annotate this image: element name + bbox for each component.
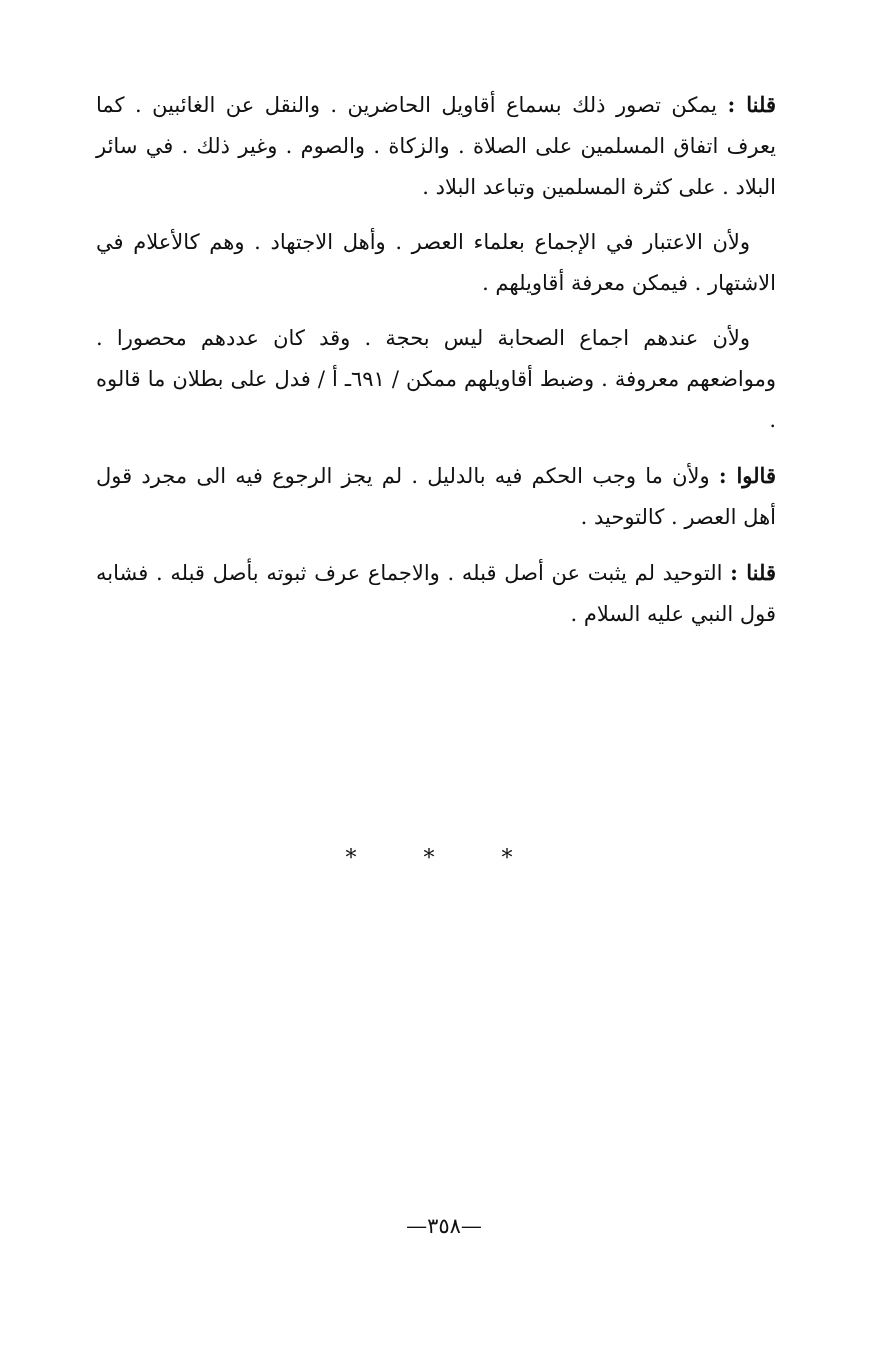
paragraph-3	[96, 318, 776, 441]
paragraph-4-text: ولأن ما وجب الحكم فيه بالدليل . لم يجز الرجوع فيه الى مجرد قول أهل العصر . كالتوحيد .	[96, 464, 776, 529]
paragraph-5-lead: قلنا :	[730, 560, 776, 585]
paragraph-1-lead: قلنا :	[727, 92, 776, 117]
paragraph-4	[96, 455, 776, 538]
paragraph-2-text: ولأن الاعتبار في الإجماع بعلماء العصر . وأهل الاجتهاد . وهم كالأعلام في الاشتهار . فيمكن معرفة أقاويلهم .	[96, 230, 776, 295]
page-body	[96, 84, 776, 649]
section-separator: * * *	[345, 846, 543, 871]
paragraph-4-lead: قالوا :	[718, 463, 776, 488]
paragraph-2	[96, 222, 776, 304]
paragraph-5-text: التوحيد لم يثبت عن أصل قبله . والاجماع عرف ثبوته بأصل قبله . فشابه قول النبي عليه السلام .	[96, 561, 776, 626]
paragraph-1-text: يمكن تصور ذلك بسماع أقاويل الحاضرين . والنقل عن الغائبين . كما يعرف اتفاق المسلمين على الصلاة . والزكاة . والصوم . وغير ذلك . في سائر البلاد . على كثرة المسلمين وتباعد البلاد .	[96, 93, 776, 199]
page-number: —٣٥٨—	[406, 1214, 482, 1238]
paragraph-5	[96, 552, 776, 635]
paragraph-3-text: ولأن عندهم اجماع الصحابة ليس بحجة . وقد كان عددهم محصورا . ومواضعهم معروفة . وضبط أقاويلهم ممكن / ٦٩١ـ أ / فدل على بطلان ما قالوه .	[96, 326, 777, 432]
paragraph-1	[96, 84, 776, 208]
